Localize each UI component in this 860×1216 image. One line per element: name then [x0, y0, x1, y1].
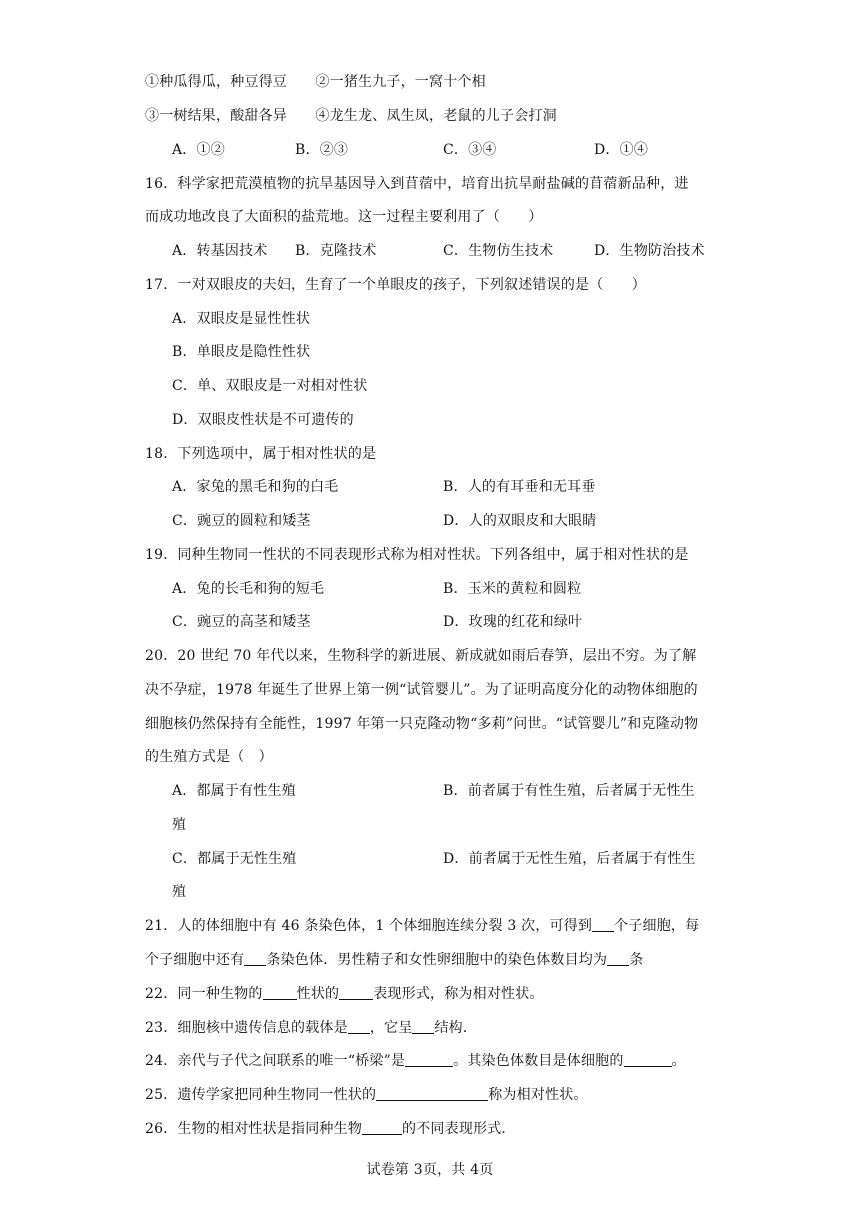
q23-text-1: 23．细胞核中遗传信息的载体是	[145, 1020, 348, 1036]
q17-option-d: D．双眼皮性状是不可遗传的	[172, 412, 354, 428]
q17-option-b: B．单眼皮是隐性性状	[172, 344, 311, 360]
q19-option-d: D．玫瑰的红花和绿叶	[443, 614, 583, 630]
q22-text-1: 22．同一种生物的	[145, 986, 263, 1002]
q16-option-d: D．生物防治技术	[594, 243, 705, 259]
q15-option-d: D．①④	[594, 142, 649, 158]
q22-blank-2[interactable]	[339, 984, 373, 1000]
q24-blank-2[interactable]	[624, 1051, 672, 1067]
q17-option-c: C．单、双眼皮是一对相对性状	[172, 378, 368, 394]
q20-option-b: B．前者属于有性生殖，后者属于无性生	[443, 783, 695, 799]
q21-blank-3[interactable]	[607, 950, 629, 966]
q22-blank-1[interactable]	[263, 984, 297, 1000]
q16-option-c: C．生物仿生技术	[443, 243, 554, 259]
q16-option-b: B．克隆技术	[295, 243, 377, 259]
q26	[145, 1119, 516, 1139]
q17-stem: 17．一对双眼皮的夫妇，生育了一个单眼皮的孩子，下列叙述错误的是（ ）	[145, 277, 647, 293]
q18-option-a: A．家兔的黑毛和狗的白毛	[172, 479, 339, 495]
q18-option-d: D．人的双眼皮和大眼睛	[443, 513, 597, 529]
q24-text-2: 。其染色体数目是体细胞的	[453, 1053, 624, 1069]
page-footer: 试卷第 3页，共 4页	[366, 1162, 494, 1178]
q23-text-2: ，它呈	[369, 1020, 413, 1036]
q15-statement-line-1: ①种瓜得瓜，种豆得豆 ②一猪生九子，一窝十个相	[145, 74, 486, 90]
q20-option-c: C．都属于无性生殖	[172, 851, 297, 867]
q16-stem-line-1: 16．科学家把荒漠植物的抗旱基因导入到苜蓿中，培育出抗旱耐盐碱的苜蓿新品种，进	[145, 176, 689, 192]
q20-option-d-wrap: 殖	[172, 884, 187, 900]
q21-blank-1[interactable]	[592, 916, 614, 932]
q15-option-b: B．②③	[295, 142, 349, 158]
q15-statement-line-2: ③一树结果，酸甜各异 ④龙生龙、凤生凤，老鼠的儿子会打洞	[145, 108, 557, 124]
q18-option-c: C．豌豆的圆粒和矮茎	[172, 513, 311, 529]
q22-text-2: 性状的	[296, 986, 340, 1002]
q25-text-2: 称为相对性状。	[488, 1087, 588, 1103]
q25-text-1: 25．遗传学家把同种生物同一性状的	[145, 1087, 377, 1103]
q15-option-c: C．③④	[443, 142, 497, 158]
q19-option-a: A．兔的长毛和狗的短毛	[172, 581, 325, 597]
q15-option-a: A．①②	[172, 142, 225, 158]
q21-text-3: 个子细胞中还有	[145, 952, 245, 968]
q18-stem: 18．下列选项中，属于相对性状的是	[145, 446, 377, 462]
q21-text-1: 21．人的体细胞中有 46 条染色体，1 个体细胞连续分裂 3 次，可得到	[145, 918, 593, 934]
q26-blank-1[interactable]	[362, 1119, 402, 1135]
q21-text-2: 个子细胞，每	[614, 918, 700, 934]
q23-blank-1[interactable]	[348, 1018, 370, 1034]
q21-line-1	[145, 916, 699, 936]
q26-text-1: 26．生物的相对性状是指同种生物	[145, 1121, 363, 1137]
q24	[145, 1051, 686, 1071]
q23	[145, 1018, 477, 1038]
q21-text-5: 条	[629, 952, 644, 968]
q19-option-b: B．玉米的黄粒和圆粒	[443, 581, 582, 597]
q17-option-a: A．双眼皮是显性性状	[172, 311, 311, 327]
q23-text-3: 结构．	[434, 1020, 478, 1036]
q26-text-2: 的不同表现形式．	[402, 1121, 516, 1137]
q20-stem-line-2: 决不孕症，1978 年诞生了世界上第一例“试管婴儿”。为了证明高度分化的动物体细胞的	[145, 682, 698, 698]
q16-stem-line-2: 而成功地改良了大面积的盐荒地。这一过程主要利用了（ ）	[145, 209, 543, 225]
q25-blank-1[interactable]	[376, 1085, 488, 1101]
q16-option-a: A．转基因技术	[172, 243, 268, 259]
q21-blank-2[interactable]	[244, 950, 266, 966]
q20-stem-line-1: 20．20 世纪 70 年代以来，生物科学的新进展、新成就如雨后春笋，层出不穷。为了解	[145, 648, 697, 664]
q21-line-2	[145, 950, 643, 970]
q24-text-1: 24．亲代与子代之间联系的唯一“桥梁”是	[145, 1053, 406, 1069]
q24-blank-1[interactable]	[405, 1051, 453, 1067]
q23-blank-2[interactable]	[412, 1018, 434, 1034]
q18-option-b: B．人的有耳垂和无耳垂	[443, 479, 596, 495]
q19-stem: 19．同种生物同一性状的不同表现形式称为相对性状。下列各组中，属于相对性状的是	[145, 547, 689, 563]
q25	[145, 1085, 588, 1105]
q20-option-b-wrap: 殖	[172, 817, 187, 833]
q24-text-3: 。	[671, 1053, 686, 1069]
q20-option-d: D．前者属于无性生殖，后者属于有性生	[443, 851, 696, 867]
q19-option-c: C．豌豆的高茎和矮茎	[172, 614, 311, 630]
q20-option-a: A．都属于有性生殖	[172, 783, 296, 799]
q21-text-4: 条染色体．男性精子和女性卵细胞中的染色体数目均为	[266, 952, 608, 968]
q20-stem-line-3: 细胞核仍然保持有全能性，1997 年第一只克隆动物“多莉”问世。“试管婴儿”和克隆动物	[145, 716, 699, 732]
q22-text-3: 表现形式，称为相对性状。	[373, 986, 544, 1002]
q22	[145, 984, 544, 1004]
q20-stem-line-4: 的生殖方式是（ ）	[145, 749, 273, 765]
